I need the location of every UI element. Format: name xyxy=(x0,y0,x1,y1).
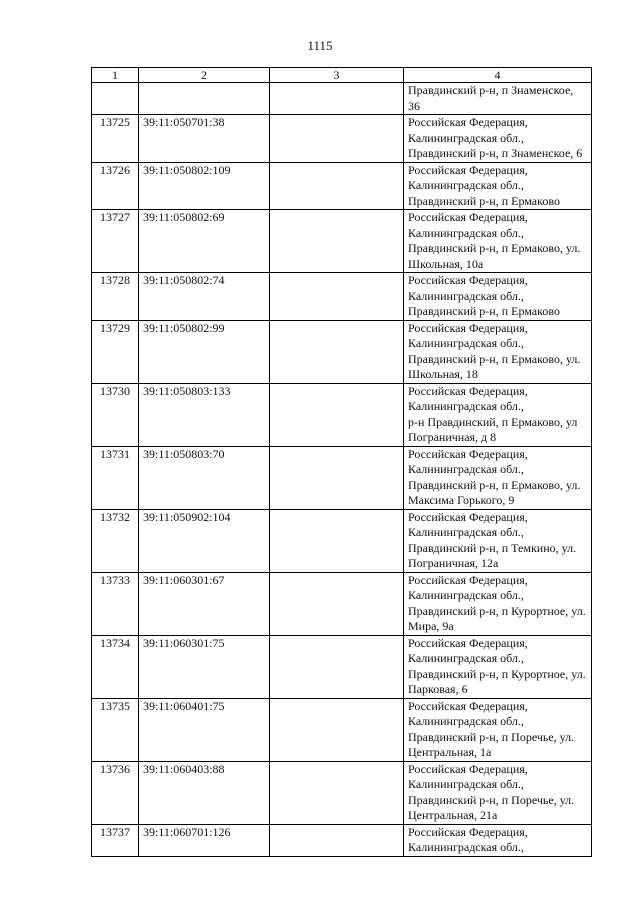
address-line: Российская Федерация, xyxy=(408,210,528,224)
table-row xyxy=(92,273,592,321)
column-3-cell xyxy=(270,162,404,210)
address-cell xyxy=(404,635,592,698)
address-line: Калининградская обл., xyxy=(408,225,524,240)
address-line: Правдинский р-н, п Знаменское, 6 xyxy=(408,146,583,160)
column-3-cell xyxy=(270,210,404,273)
column-3-cell xyxy=(270,635,404,698)
column-3-cell xyxy=(270,761,404,824)
address-line: р-н Правдинский, п Ермаково, ул xyxy=(408,414,578,429)
row-number: 13737 xyxy=(92,824,139,856)
table-row xyxy=(92,320,592,383)
row-number: 13733 xyxy=(92,572,139,635)
column-3-cell xyxy=(270,572,404,635)
address-cell xyxy=(404,824,592,856)
address-line: Российская Федерация, xyxy=(408,115,528,129)
address-line: Российская Федерация, xyxy=(408,320,528,335)
cadastral-number: 39:11:060301:67 xyxy=(139,572,270,635)
address-line: Российская Федерация, xyxy=(408,446,528,461)
row-number: 13735 xyxy=(92,698,139,761)
address-line: Правдинский р-н, п Ермаково xyxy=(408,304,560,318)
row-number: 13725 xyxy=(92,115,139,163)
address-line: Правдинский р-н, п Ермаково, ул. xyxy=(408,241,581,255)
table-row xyxy=(92,635,592,698)
cadastral-number: 39:11:050803:133 xyxy=(139,383,270,446)
table-row xyxy=(92,761,592,824)
address-line: Российская Федерация, xyxy=(408,273,528,287)
address-line: Пограничная, д 8 xyxy=(408,430,497,444)
address-line: Правдинский р-н, п Ермаково xyxy=(408,193,560,208)
address-line: Калининградская обл., xyxy=(408,288,524,303)
column-header-3: 3 xyxy=(270,68,404,83)
address-cell xyxy=(404,162,592,210)
row-number: 13731 xyxy=(92,446,139,509)
cadastral-number: 39:11:050802:74 xyxy=(139,273,270,321)
address-line: Правдинский р-н, п Знаменское, xyxy=(408,83,574,97)
address-line: Калининградская обл., xyxy=(408,714,524,728)
address-line: Правдинский р-н, п Поречье, ул. xyxy=(408,792,575,807)
address-cell xyxy=(404,210,592,273)
column-3-cell xyxy=(270,698,404,761)
page-number: 1115 xyxy=(307,38,333,53)
address-line: Калининградская обл., xyxy=(408,525,524,539)
row-number: 13732 xyxy=(92,509,139,572)
table-row xyxy=(92,162,592,210)
address-cell xyxy=(404,698,592,761)
column-3-cell xyxy=(270,383,404,446)
address-line: 36 xyxy=(408,98,420,113)
column-3-cell xyxy=(270,509,404,572)
address-cell xyxy=(404,572,592,635)
table-row xyxy=(92,698,592,761)
column-3-cell xyxy=(270,320,404,383)
address-line: Калининградская обл., xyxy=(408,399,524,413)
address-cell xyxy=(404,383,592,446)
address-line: Калининградская обл., xyxy=(408,462,524,476)
registry-table xyxy=(91,67,592,857)
address-line: Калининградская обл., xyxy=(408,130,524,145)
address-line: Российская Федерация, xyxy=(408,635,528,650)
cadastral-number: 39:11:060401:75 xyxy=(139,698,270,761)
address-cell xyxy=(404,83,592,115)
cadastral-number: 39:11:050902:104 xyxy=(139,509,270,572)
address-line: Калининградская обл., xyxy=(408,651,524,665)
cadastral-number: 39:11:060701:126 xyxy=(139,824,270,856)
cadastral-number: 39:11:050701:38 xyxy=(139,115,270,163)
address-line: Калининградская обл., xyxy=(408,588,524,602)
table-row xyxy=(92,115,592,163)
table-row xyxy=(92,210,592,273)
table-body xyxy=(92,83,592,857)
address-line: Российская Федерация, xyxy=(408,572,528,587)
address-line: Российская Федерация, xyxy=(408,698,528,713)
address-line: Центральная, 1а xyxy=(408,745,492,759)
address-line: Калининградская обл., xyxy=(408,178,524,192)
column-header-2: 2 xyxy=(139,68,270,83)
address-line: Школьная, 10а xyxy=(408,256,484,271)
address-cell xyxy=(404,115,592,163)
address-line: Центральная, 21а xyxy=(408,808,498,822)
cadastral-number: 39:11:050802:99 xyxy=(139,320,270,383)
column-3-cell xyxy=(270,824,404,856)
address-line: Пограничная, 12а xyxy=(408,556,499,570)
cadastral-number xyxy=(139,83,270,115)
column-3-cell xyxy=(270,446,404,509)
address-line: Правдинский р-н, п Поречье, ул. xyxy=(408,729,575,744)
address-line: Правдинский р-н, п Курортное, ул. xyxy=(408,666,586,681)
row-number: 13730 xyxy=(92,383,139,446)
row-number: 13728 xyxy=(92,273,139,321)
table-row xyxy=(92,383,592,446)
table-header-row xyxy=(92,68,592,83)
row-number: 13726 xyxy=(92,162,139,210)
column-3-cell xyxy=(270,83,404,115)
table-row xyxy=(92,446,592,509)
row-number: 13736 xyxy=(92,761,139,824)
table-row xyxy=(92,509,592,572)
table-row xyxy=(92,83,592,115)
address-line: Российская Федерация, xyxy=(408,383,528,398)
address-line: Российская Федерация, xyxy=(408,162,528,177)
column-header-1: 1 xyxy=(92,68,139,83)
address-line: Правдинский р-н, п Ермаково, ул. xyxy=(408,477,581,492)
address-line: Правдинский р-н, п Темкино, ул. xyxy=(408,540,577,555)
address-cell xyxy=(404,509,592,572)
address-line: Максима Горького, 9 xyxy=(408,493,515,507)
address-line: Российская Федерация, xyxy=(408,824,528,839)
address-cell xyxy=(404,320,592,383)
cadastral-number: 39:11:050802:69 xyxy=(139,210,270,273)
address-cell xyxy=(404,446,592,509)
cadastral-number: 39:11:050803:70 xyxy=(139,446,270,509)
cadastral-number: 39:11:060301:75 xyxy=(139,635,270,698)
row-number: 13727 xyxy=(92,210,139,273)
table-row xyxy=(92,572,592,635)
cadastral-number: 39:11:060403:88 xyxy=(139,761,270,824)
address-line: Российская Федерация, xyxy=(408,761,528,776)
row-number xyxy=(92,83,139,115)
address-cell xyxy=(404,761,592,824)
address-cell xyxy=(404,273,592,321)
column-3-cell xyxy=(270,273,404,321)
address-line: Школьная, 18 xyxy=(408,367,478,381)
column-3-cell xyxy=(270,115,404,163)
address-line: Калининградская обл., xyxy=(408,777,524,791)
address-line: Калининградская обл., xyxy=(408,840,524,854)
address-line: Парковая, 6 xyxy=(408,682,468,696)
row-number: 13729 xyxy=(92,320,139,383)
address-line: Мира, 9а xyxy=(408,619,454,633)
address-line: Правдинский р-н, п Курортное, ул. xyxy=(408,603,586,618)
cadastral-number: 39:11:050802:109 xyxy=(139,162,270,210)
address-line: Российская Федерация, xyxy=(408,509,528,524)
table-row xyxy=(92,824,592,856)
address-line: Правдинский р-н, п Ермаково, ул. xyxy=(408,351,581,366)
address-line: Калининградская обл., xyxy=(408,336,524,350)
column-header-4: 4 xyxy=(404,68,592,83)
row-number: 13734 xyxy=(92,635,139,698)
